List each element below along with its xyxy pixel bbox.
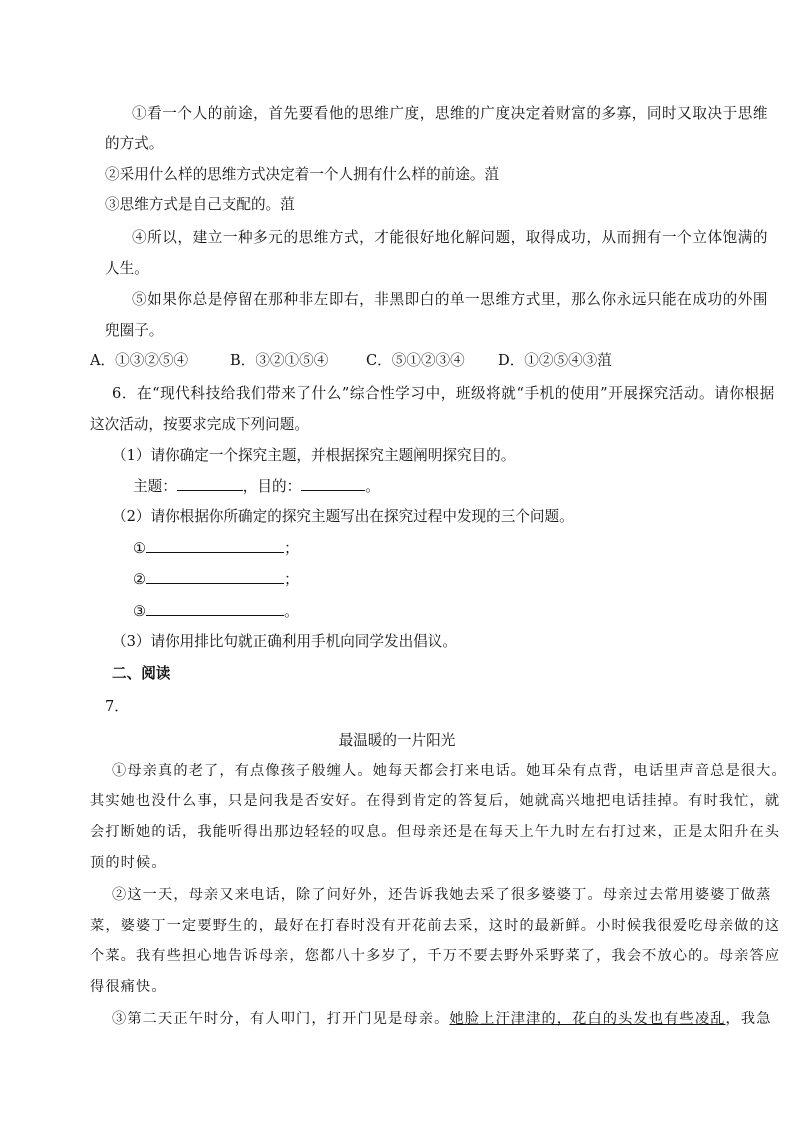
sentence-5-line-1: ⑤如果你总是停留在那种非左即右，非黑即白的单一思维方式里，那么你永远只能在成功的外围	[132, 291, 769, 308]
story-p3-text-end: ，我急	[725, 1011, 772, 1027]
question-7-number: 7．	[105, 698, 129, 715]
choice-a: A．①③②⑤④	[90, 352, 189, 369]
purpose-blank[interactable]	[301, 476, 365, 491]
story-title: 最温暖的一片阳光	[338, 732, 456, 749]
problem-3-marker: ③	[133, 603, 147, 620]
question-6-part-3: （3）请你用排比句就正确利用手机向同学发出倡议。	[112, 633, 457, 650]
story-p1-line-1: ①母亲真的老了，有点像孩子般缠人。她每天都会打来电话。她耳朵有点背，电话里声音总是很大。	[112, 763, 787, 779]
question-6-part-2: （2）请你根据你所确定的探究主题写出在探究过程中发现的三个问题。	[112, 508, 574, 525]
topic-blank[interactable]	[177, 476, 243, 491]
problem-1-blank[interactable]	[146, 538, 284, 553]
problem-3-line	[133, 601, 299, 622]
choice-b: B．③②①⑤④	[230, 352, 329, 369]
question-6-part-1: （1）请你确定一个探究主题，并根据探究主题阐明探究目的。	[112, 447, 516, 464]
story-p2-line-3: 个菜。我有些担心地告诉母亲，您都八十多岁了，千万不要去野外采野菜了，我会不放心的。母亲答应	[90, 948, 781, 964]
problem-2-punct: ；	[284, 571, 299, 588]
problem-1-marker: ①	[133, 540, 147, 557]
sentence-3: ③思维方式是自己支配的。菹	[105, 196, 295, 213]
choice-c: C．⑤①②③④	[366, 352, 465, 369]
problem-2-line	[133, 569, 299, 590]
purpose-label: ，目的：	[242, 478, 302, 495]
story-p2-line-2: 菜，婆婆丁一定要野生的，最好在打春时没有开花前去采，这时的最新鲜。小时候我很爱吃母亲做的这	[90, 918, 781, 934]
sentence-1-line-1: ①看一个人的前途，首先要看他的思维广度，思维的广度决定着财富的多寡，同时又取决于思维	[132, 105, 769, 122]
story-p1-line-3: 会打断她的话，我能听得出那边轻轻的叹息。但母亲还是在每天上午九时左右打过来，正是太阳升在头	[90, 824, 781, 840]
story-p3-line-1	[112, 1009, 772, 1029]
story-p1-line-4: 顶的时候。	[90, 855, 167, 871]
story-p3-text-start: ③第二天正午时分，有人叩门，打开门见是母亲。	[112, 1011, 450, 1027]
sentence-4-line-2: 人生。	[105, 260, 149, 277]
sentence-2: ②采用什么样的思维方式决定着一个人拥有什么样的前途。菹	[105, 166, 500, 183]
question-6-stem-line-2: 这次活动，按要求完成下列问题。	[90, 416, 309, 433]
sentence-4-line-1: ④所以，建立一种多元的思维方式，才能很好地化解问题，取得成功，从而拥有一个立体饱满的	[132, 229, 769, 246]
problem-1-punct: ；	[284, 540, 299, 557]
problem-2-marker: ②	[133, 571, 147, 588]
sentence-5-line-2: 兜圈子。	[105, 322, 164, 339]
problem-3-punct: 。	[284, 603, 299, 620]
story-p2-line-1: ②这一天，母亲又来电话，除了问好外，还告诉我她去采了很多婆婆丁。母亲过去常用婆婆丁做蒸	[112, 887, 772, 903]
problem-2-blank[interactable]	[146, 569, 284, 584]
problem-1-line	[133, 538, 299, 559]
end-period: 。	[365, 478, 380, 495]
story-p3-underlined: 她脸上汗津津的，花白的头发也有些凌乱	[449, 1011, 726, 1027]
choice-d: D．①②⑤④③菹	[498, 352, 612, 369]
section-heading: 二、阅读	[112, 665, 171, 682]
topic-purpose-line	[133, 476, 380, 497]
story-p2-line-4: 得很痛快。	[90, 979, 167, 995]
sentence-1-line-2: 的方式。	[105, 135, 164, 152]
question-6-stem-line-1: 6．在“现代科技给我们带来了什么”综合性学习中，班级将就“手机的使用”开展探究活动。请你根据	[112, 385, 775, 402]
topic-label: 主题：	[133, 478, 177, 495]
story-p1-line-2: 其实她也没什么事，只是问我是否安好。在得到肯定的答复后，她就高兴地把电话挂掉。有时我忙，就	[90, 793, 781, 809]
problem-3-blank[interactable]	[146, 601, 284, 616]
